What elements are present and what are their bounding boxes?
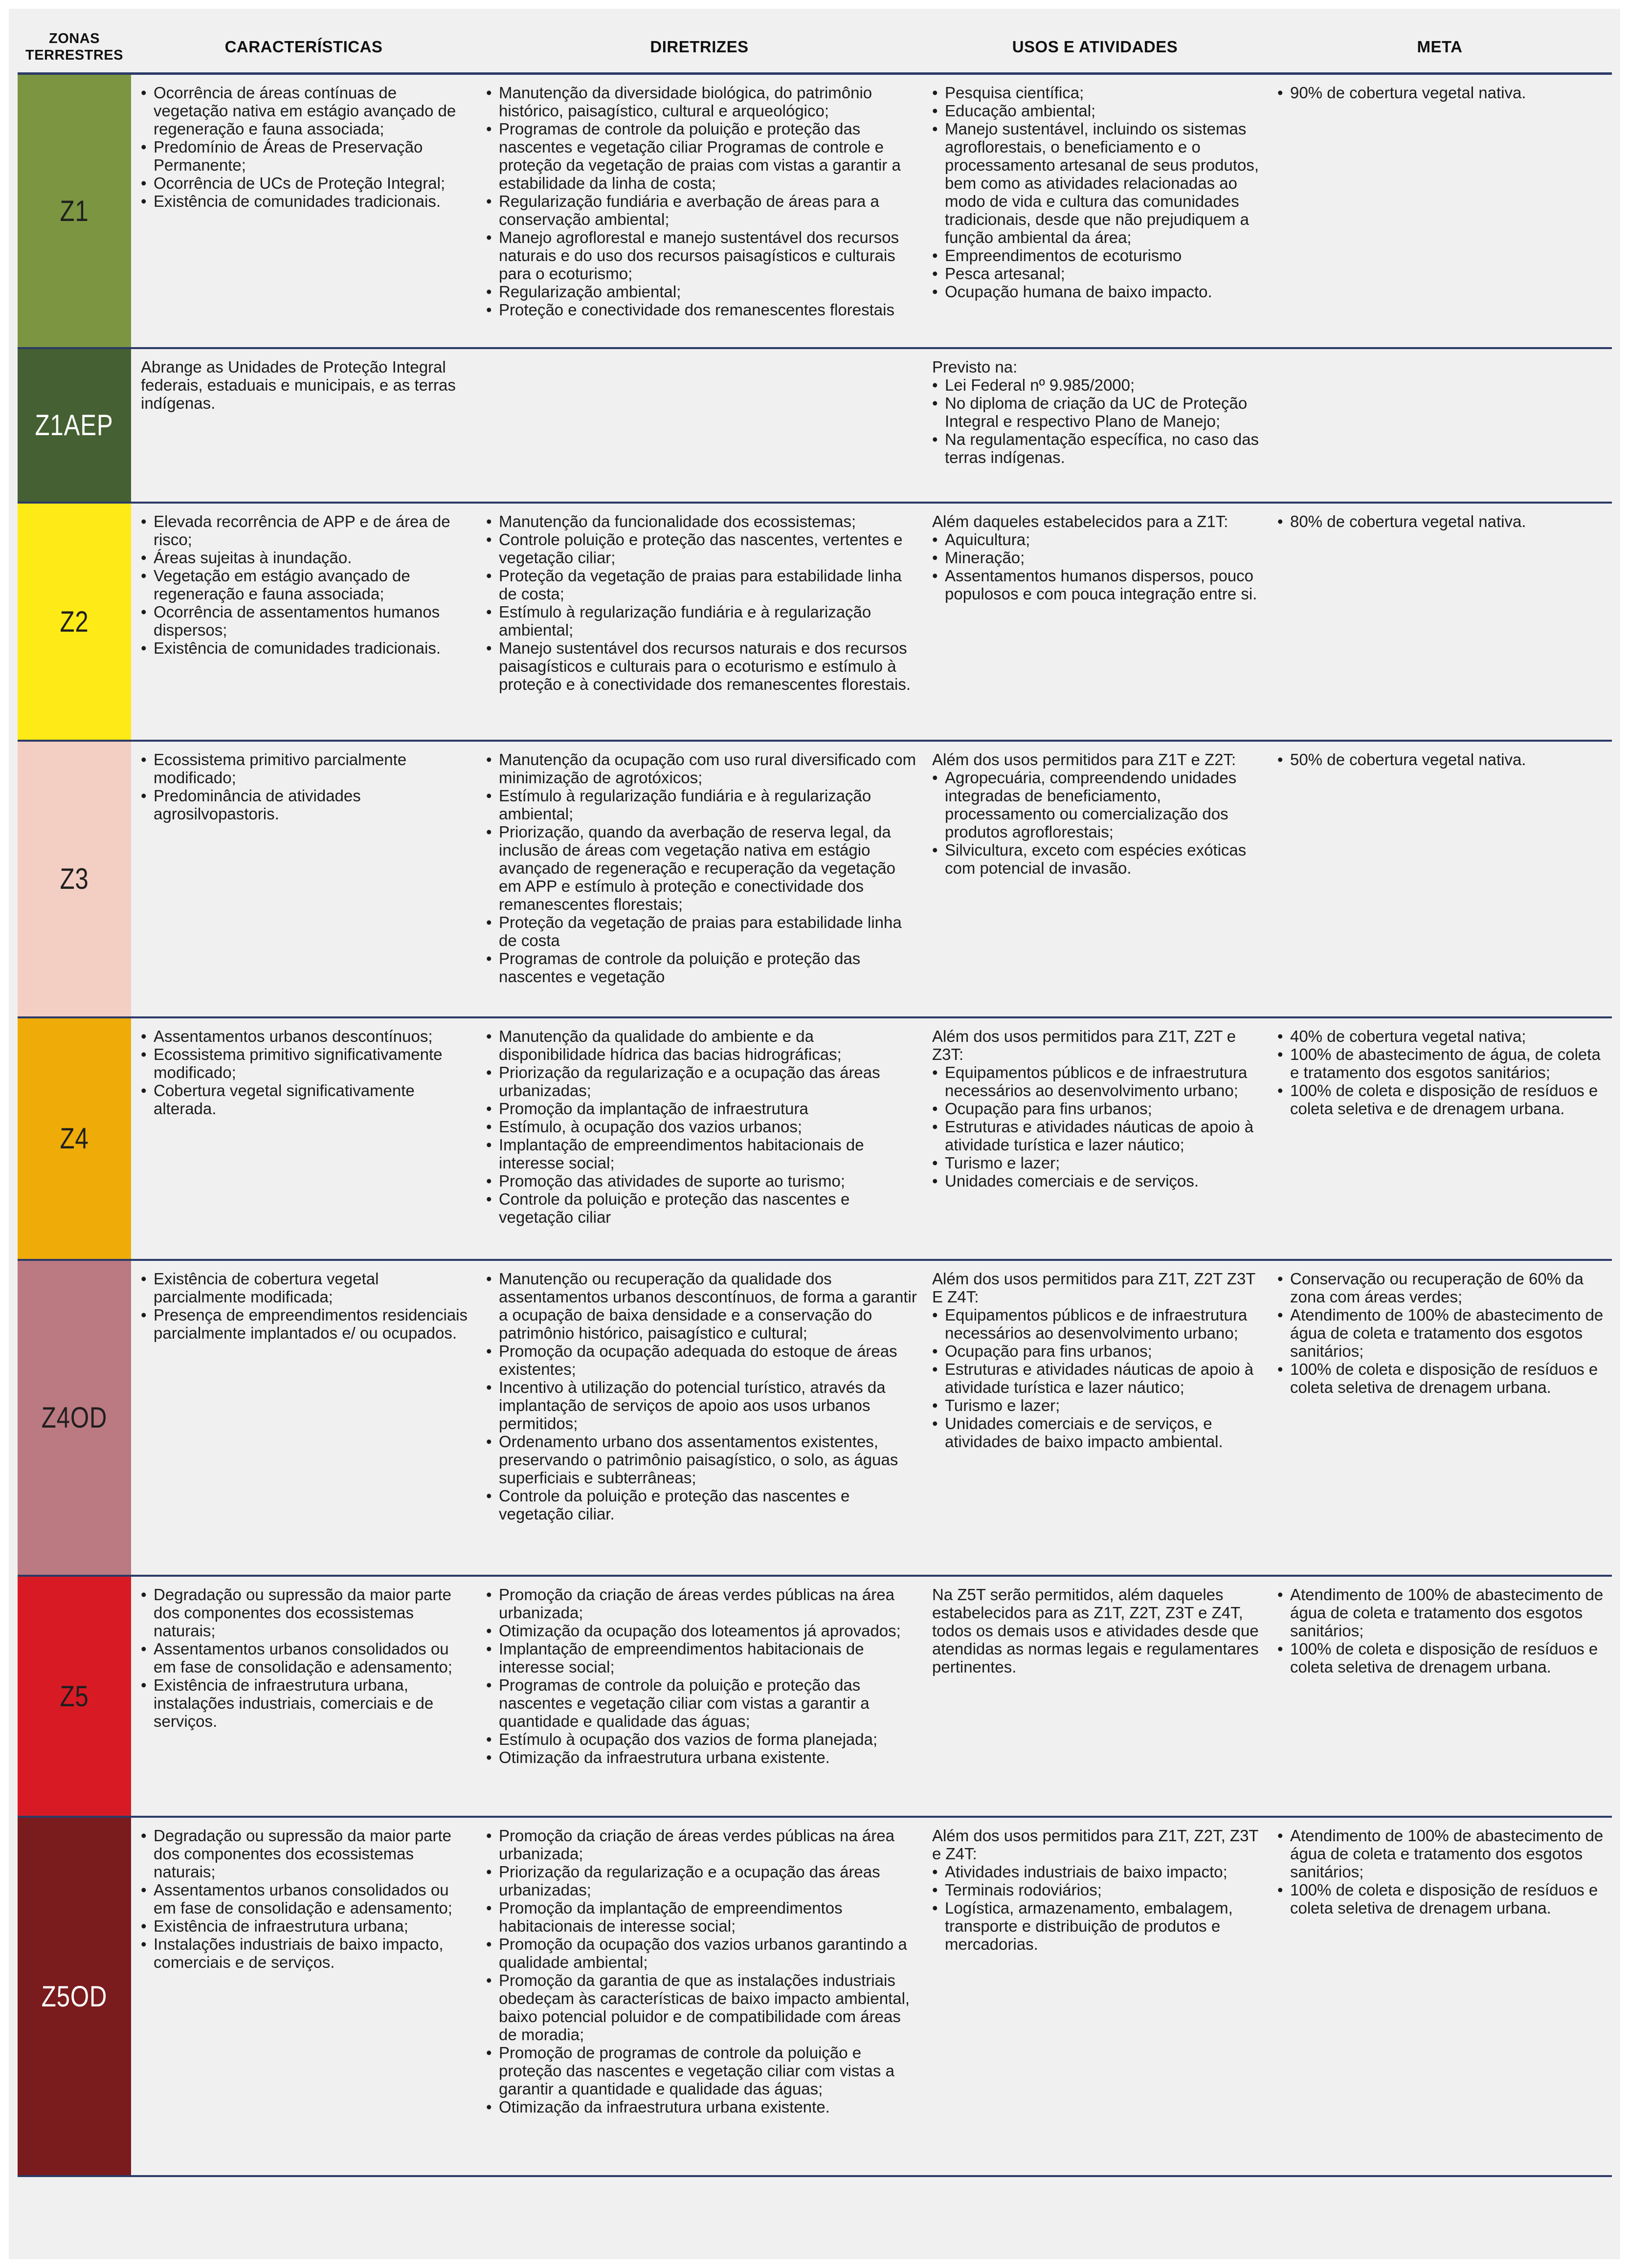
meta-list — [1277, 750, 1608, 769]
list-item: • Proteção da vegetação de praias para estabilidade linha de costa — [486, 913, 918, 949]
list-item: • Na regulamentação específica, no caso das terras indígenas. — [932, 430, 1264, 466]
list-item: • 100% de coleta e disposição de resíduos e coleta seletiva de drenagem urbana. — [1277, 1881, 1608, 1917]
meta-list — [1277, 1827, 1608, 1917]
list-item: • Implantação de empreendimentos habitacionais de interesse social; — [486, 1136, 918, 1172]
caracteristicas-list — [141, 1827, 472, 1971]
meta-list — [1277, 84, 1608, 102]
list-item: • Equipamentos públicos e de infraestrutura necessários ao desenvolvimento urbano; — [932, 1306, 1264, 1342]
caracteristicas-list — [141, 750, 472, 823]
list-item: • No diploma de criação da UC de Proteção Integral e respectivo Plano de Manejo; — [932, 394, 1264, 430]
usos-list — [932, 376, 1264, 466]
list-item: • Assentamentos urbanos descontínuos; — [141, 1027, 472, 1045]
list-item: • Ocorrência de UCs de Proteção Integral; — [141, 174, 472, 192]
usos-cell — [922, 1017, 1268, 1260]
list-item: • Ecossistema primitivo significativamente modificado; — [141, 1045, 472, 1081]
list-item: • Ocorrência de áreas contínuas de vegetação nativa em estágio avançado de regeneração e fauna associada; — [141, 84, 472, 138]
usos-intro: Além dos usos permitidos para Z1T, Z2T e Z3T: — [932, 1027, 1236, 1063]
table-row — [18, 1260, 1612, 1576]
list-item: • Promoção da implantação de infraestrutura — [486, 1100, 918, 1118]
list-item: • Degradação ou supressão da maior parte dos componentes dos ecossistemas naturais; — [141, 1827, 472, 1881]
list-item: • Atendimento de 100% de abastecimento de água de coleta e tratamento dos esgotos sanitários; — [1277, 1306, 1608, 1360]
list-item: • 40% de cobertura vegetal nativa; — [1277, 1027, 1608, 1045]
list-item: • Estruturas e atividades náuticas de apoio à atividade turística e lazer náutico; — [932, 1360, 1264, 1396]
list-item: • Promoção da garantia de que as instalações industriais obedeçam às características de baixo impacto ambiental, baixo potencial poluidor e de compatibilidade com áreas de moradia; — [486, 1971, 918, 2044]
usos-list — [932, 1863, 1264, 1953]
page — [9, 9, 1620, 2259]
list-item: • Manejo sustentável, incluindo os sistemas agroflorestais, o beneficiamento e o processamento artesanal de seus produtos, bem como as atividades relacionadas ao modo de vida e cultura das comunidades tradicionais, desde que não prejudiquem a função ambiental da área; — [932, 120, 1264, 246]
meta-cell — [1268, 1017, 1612, 1260]
list-item: • Pesquisa científica; — [932, 84, 1264, 102]
meta-list — [1277, 512, 1608, 530]
list-item: • Assentamentos urbanos consolidados ou em fase de consolidação e adensamento; — [141, 1881, 472, 1917]
list-item: • Ocorrência de assentamentos humanos dispersos; — [141, 603, 472, 639]
list-item: • Estímulo à regularização fundiária e à regularização ambiental; — [486, 787, 918, 823]
list-item: • Ocupação para fins urbanos; — [932, 1100, 1264, 1118]
list-item: • Assentamentos urbanos consolidados ou em fase de consolidação e adensamento; — [141, 1640, 472, 1676]
diretrizes-list — [486, 1827, 918, 2116]
list-item: • Existência de infraestrutura urbana; — [141, 1917, 472, 1935]
usos-intro: Além dos usos permitidos para Z1T e Z2T: — [932, 750, 1236, 769]
diretrizes-cell — [476, 1817, 922, 2176]
caracteristicas-list — [141, 1270, 472, 1342]
meta-cell — [1268, 503, 1612, 741]
list-item: • Existência de comunidades tradicionais. — [141, 192, 472, 210]
list-item: • Manejo agroflorestal e manejo sustentável dos recursos naturais e do uso dos recursos paisagísticos e culturais para o ecoturismo; — [486, 228, 918, 283]
list-item: • Mineração; — [932, 549, 1264, 567]
zone-cell — [18, 503, 131, 741]
zone-label: Z3 — [60, 862, 89, 895]
zone-cell — [18, 74, 131, 348]
list-item: • Estímulo à ocupação dos vazios de forma planejada; — [486, 1730, 918, 1748]
diretrizes-list — [486, 1270, 918, 1523]
list-item: • Existência de cobertura vegetal parcialmente modificada; — [141, 1270, 472, 1306]
list-item: • Ocupação para fins urbanos; — [932, 1342, 1264, 1360]
list-item: • Assentamentos humanos dispersos, pouco populosos e com pouca integração entre si. — [932, 567, 1264, 603]
list-item: • Manutenção da qualidade do ambiente e da disponibilidade hídrica das bacias hidrográficas; — [486, 1027, 918, 1063]
usos-intro: Previsto na: — [932, 357, 1018, 376]
list-item: • Degradação ou supressão da maior parte dos componentes dos ecossistemas naturais; — [141, 1585, 472, 1640]
list-item: • Predominância de atividades agrosilvopastoris. — [141, 787, 472, 823]
list-item: • Programas de controle da poluição e proteção das nascentes e vegetação — [486, 949, 918, 986]
header-meta: META — [1268, 24, 1612, 74]
meta-list — [1277, 1027, 1608, 1118]
diretrizes-list — [486, 1027, 918, 1226]
list-item: • Turismo e lazer; — [932, 1396, 1264, 1414]
zone-cell — [18, 1017, 131, 1260]
list-item: • Manutenção da ocupação com uso rural diversificado com minimização de agrotóxicos; — [486, 750, 918, 787]
usos-cell — [922, 1817, 1268, 2176]
table-row — [18, 1017, 1612, 1260]
caracteristicas-cell — [131, 503, 476, 741]
zone-label: Z5 — [60, 1679, 89, 1713]
zone-label: Z4 — [60, 1122, 89, 1155]
zone-cell — [18, 1576, 131, 1817]
table-row — [18, 1817, 1612, 2176]
zoning-table — [18, 24, 1612, 2177]
meta-cell — [1268, 1817, 1612, 2176]
list-item: • 90% de cobertura vegetal nativa. — [1277, 84, 1608, 102]
list-item: • Otimização da infraestrutura urbana existente. — [486, 1748, 918, 1766]
list-item: • 100% de abastecimento de água, de coleta e tratamento dos esgotos sanitários; — [1277, 1045, 1608, 1081]
list-item: • Regularização ambiental; — [486, 283, 918, 301]
table-row — [18, 503, 1612, 741]
list-item: • Atendimento de 100% de abastecimento de água de coleta e tratamento dos esgotos sanitários; — [1277, 1827, 1608, 1881]
table-row — [18, 348, 1612, 503]
list-item: • Pesca artesanal; — [932, 264, 1264, 283]
list-item: • Manutenção da funcionalidade dos ecossistemas; — [486, 512, 918, 530]
zone-label: Z1AEP — [35, 409, 113, 441]
list-item: • Terminais rodoviários; — [932, 1881, 1264, 1899]
list-item: • Conservação ou recuperação de 60% da zona com áreas verdes; — [1277, 1270, 1608, 1306]
list-item: • Lei Federal nº 9.985/2000; — [932, 376, 1264, 394]
list-item: • Promoção da ocupação adequada do estoque de áreas existentes; — [486, 1342, 918, 1378]
list-item: • Predomínio de Áreas de Preservação Permanente; — [141, 138, 472, 174]
list-item: • Regularização fundiária e averbação de áreas para a conservação ambiental; — [486, 192, 918, 228]
list-item: • Promoção da implantação de empreendimentos habitacionais de interesse social; — [486, 1899, 918, 1935]
caracteristicas-cell — [131, 1017, 476, 1260]
list-item: • Agropecuária, compreendendo unidades integradas de beneficiamento, processamento ou comercialização dos produtos agroflorestais; — [932, 769, 1264, 841]
zone-cell — [18, 348, 131, 503]
header-diretrizes: DIRETRIZES — [476, 24, 922, 74]
zone-label: Z1 — [60, 194, 89, 227]
meta-list — [1277, 1270, 1608, 1396]
usos-cell — [922, 503, 1268, 741]
usos-cell — [922, 741, 1268, 1017]
caracteristicas-list — [141, 1585, 472, 1730]
list-item: • 100% de coleta e disposição de resíduos e coleta seletiva e de drenagem urbana. — [1277, 1081, 1608, 1118]
list-item: • Proteção da vegetação de praias para estabilidade linha de costa; — [486, 567, 918, 603]
usos-list — [932, 84, 1264, 301]
table-body — [18, 74, 1612, 2176]
list-item: • Estímulo à regularização fundiária e à regularização ambiental; — [486, 603, 918, 639]
zone-label: Z4OD — [41, 1401, 108, 1434]
list-item: • Unidades comerciais e de serviços. — [932, 1172, 1264, 1190]
list-item: • Promoção das atividades de suporte ao turismo; — [486, 1172, 918, 1190]
diretrizes-cell — [476, 74, 922, 348]
list-item: • Promoção da criação de áreas verdes públicas na área urbanizada; — [486, 1585, 918, 1622]
list-item: • Estímulo, à ocupação dos vazios urbanos; — [486, 1118, 918, 1136]
list-item: • Controle da poluição e proteção das nascentes e vegetação ciliar — [486, 1190, 918, 1226]
meta-cell — [1268, 1576, 1612, 1817]
header-row — [18, 24, 1612, 74]
caracteristicas-cell — [131, 1576, 476, 1817]
meta-cell — [1268, 741, 1612, 1017]
zone-label: Z2 — [60, 605, 89, 638]
list-item: • Ocupação humana de baixo impacto. — [932, 283, 1264, 301]
diretrizes-list — [486, 1585, 918, 1766]
diretrizes-list — [486, 84, 918, 319]
list-item: • Priorização da regularização e a ocupação das áreas urbanizadas; — [486, 1063, 918, 1100]
list-item: • Promoção de programas de controle da poluição e proteção das nascentes e vegetação ciliar com vistas a garantir a quantidade e qualidade das águas; — [486, 2044, 918, 2098]
zone-cell — [18, 741, 131, 1017]
list-item: • Atendimento de 100% de abastecimento de água de coleta e tratamento dos esgotos sanitários; — [1277, 1585, 1608, 1640]
caracteristicas-cell — [131, 741, 476, 1017]
list-item: • Turismo e lazer; — [932, 1154, 1264, 1172]
list-item: • Vegetação em estágio avançado de regeneração e fauna associada; — [141, 567, 472, 603]
list-item: • Silvicultura, exceto com espécies exóticas com potencial de invasão. — [932, 841, 1264, 877]
list-item: • Logística, armazenamento, embalagem, transporte e distribuição de produtos e mercadorias. — [932, 1899, 1264, 1953]
list-item: • Manejo sustentável dos recursos naturais e dos recursos paisagísticos e culturais para o ecoturismo e estímulo à proteção e à conectividade dos remanescentes florestais. — [486, 639, 918, 693]
caracteristicas-text: Abrange as Unidades de Proteção Integral federais, estaduais e municipais, e as terras indígenas. — [141, 357, 456, 412]
list-item: • Manutenção da diversidade biológica, do patrimônio histórico, paisagístico, cultural e arqueológico; — [486, 84, 918, 120]
table-row — [18, 741, 1612, 1017]
table-row — [18, 74, 1612, 348]
list-item: • 80% de cobertura vegetal nativa. — [1277, 512, 1608, 530]
caracteristicas-cell — [131, 1260, 476, 1576]
usos-list — [932, 769, 1264, 877]
list-item: • Implantação de empreendimentos habitacionais de interesse social; — [486, 1640, 918, 1676]
list-item: • Programas de controle da poluição e proteção das nascentes e vegetação ciliar com vistas a garantir a quantidade e qualidade das águas; — [486, 1676, 918, 1730]
diretrizes-list — [486, 512, 918, 693]
table-row — [18, 1576, 1612, 1817]
list-item: • 100% de coleta e disposição de resíduos e coleta seletiva de drenagem urbana. — [1277, 1360, 1608, 1396]
usos-cell — [922, 1260, 1268, 1576]
list-item: • Programas de controle da poluição e proteção das nascentes e vegetação ciliar Programas de controle e proteção da vegetação de praias com vistas a garantir a estabilidade da linha de costa; — [486, 120, 918, 192]
zone-cell — [18, 1260, 131, 1576]
list-item: • Ordenamento urbano dos assentamentos existentes, preservando o patrimônio paisagístico, o solo, as águas superficiais e subterrâneas; — [486, 1432, 918, 1487]
header-usos: USOS E ATIVIDADES — [922, 24, 1268, 74]
zone-cell — [18, 1817, 131, 2176]
caracteristicas-cell — [131, 1817, 476, 2176]
list-item: • Controle da poluição e proteção das nascentes e vegetação ciliar. — [486, 1487, 918, 1523]
diretrizes-cell — [476, 1576, 922, 1817]
usos-list — [932, 1306, 1264, 1451]
caracteristicas-list — [141, 84, 472, 210]
usos-cell — [922, 1576, 1268, 1817]
caracteristicas-list — [141, 1027, 472, 1118]
list-item: • Presença de empreendimentos residenciais parcialmente implantados e/ ou ocupados. — [141, 1306, 472, 1342]
list-item: • Existência de infraestrutura urbana, instalações industriais, comerciais e de serviços. — [141, 1676, 472, 1730]
list-item: • Priorização da regularização e a ocupação das áreas urbanizadas; — [486, 1863, 918, 1899]
header-zones: ZONAS TERRESTRES — [18, 24, 131, 74]
list-item: • Priorização, quando da averbação de reserva legal, da inclusão de áreas com vegetação nativa em estágio avançado de regeneração e recuperação da vegetação em APP e estímulo à proteção e conectividade dos remanescentes florestais; — [486, 823, 918, 913]
list-item: • Incentivo à utilização do potencial turístico, através da implantação de serviços de apoio aos usos urbanos permitidos; — [486, 1378, 918, 1432]
diretrizes-list — [486, 750, 918, 986]
usos-list — [932, 1063, 1264, 1190]
caracteristicas-list — [141, 512, 472, 657]
diretrizes-cell — [476, 741, 922, 1017]
usos-list — [932, 530, 1264, 603]
usos-intro: Além dos usos permitidos para Z1T, Z2T, Z3T e Z4T: — [932, 1826, 1258, 1863]
list-item: • 100% de coleta e disposição de resíduos e coleta seletiva de drenagem urbana. — [1277, 1640, 1608, 1676]
zone-label: Z5OD — [41, 1980, 108, 2013]
list-item: • Cobertura vegetal significativamente alterada. — [141, 1081, 472, 1118]
meta-cell — [1268, 348, 1612, 503]
list-item: • Existência de comunidades tradicionais. — [141, 639, 472, 657]
usos-intro: Além dos usos permitidos para Z1T, Z2T Z3T E Z4T: — [932, 1269, 1255, 1306]
list-item: • Empreendimentos de ecoturismo — [932, 246, 1264, 264]
caracteristicas-cell — [131, 74, 476, 348]
usos-intro: Além daqueles estabelecidos para a Z1T: — [932, 512, 1228, 530]
list-item: • Equipamentos públicos e de infraestrutura necessários ao desenvolvimento urbano; — [932, 1063, 1264, 1100]
diretrizes-cell — [476, 1260, 922, 1576]
list-item: • Proteção e conectividade dos remanescentes florestais — [486, 301, 918, 319]
list-item: • Aquicultura; — [932, 530, 1264, 549]
list-item: • 50% de cobertura vegetal nativa. — [1277, 750, 1608, 769]
usos-cell — [922, 348, 1268, 503]
list-item: • Ecossistema primitivo parcialmente modificado; — [141, 750, 472, 787]
list-item: • Atividades industriais de baixo impacto; — [932, 1863, 1264, 1881]
list-item: • Elevada recorrência de APP e de área de risco; — [141, 512, 472, 549]
list-item: • Controle poluição e proteção das nascentes, vertentes e vegetação ciliar; — [486, 530, 918, 567]
caracteristicas-cell — [131, 348, 476, 503]
list-item: • Promoção da ocupação dos vazios urbanos garantindo a qualidade ambiental; — [486, 1935, 918, 1971]
list-item: • Instalações industriais de baixo impacto, comerciais e de serviços. — [141, 1935, 472, 1971]
diretrizes-cell — [476, 1017, 922, 1260]
list-item: • Estruturas e atividades náuticas de apoio à atividade turística e lazer náutico; — [932, 1118, 1264, 1154]
list-item: • Educação ambiental; — [932, 102, 1264, 120]
list-item: • Promoção da criação de áreas verdes públicas na área urbanizada; — [486, 1827, 918, 1863]
list-item: • Otimização da ocupação dos loteamentos já aprovados; — [486, 1622, 918, 1640]
meta-cell — [1268, 74, 1612, 348]
diretrizes-cell — [476, 503, 922, 741]
list-item: • Unidades comerciais e de serviços, e atividades de baixo impacto ambiental. — [932, 1414, 1264, 1451]
list-item: • Áreas sujeitas à inundação. — [141, 549, 472, 567]
meta-list — [1277, 1585, 1608, 1676]
list-item: • Otimização da infraestrutura urbana existente. — [486, 2098, 918, 2116]
usos-intro: Na Z5T serão permitidos, além daqueles estabelecidos para as Z1T, Z2T, Z3T e Z4T, todos os demais usos e atividades desde que atendidas as normas legais e regulamentares pertinentes. — [932, 1585, 1259, 1676]
header-caracteristicas: CARACTERÍSTICAS — [131, 24, 476, 74]
meta-cell — [1268, 1260, 1612, 1576]
diretrizes-cell — [476, 348, 922, 503]
usos-cell — [922, 74, 1268, 348]
list-item: • Manutenção ou recuperação da qualidade dos assentamentos urbanos descontínuos, de forma a garantir a ocupação de baixa densidade e a conservação do patrimônio histórico, paisagístico e cultural; — [486, 1270, 918, 1342]
